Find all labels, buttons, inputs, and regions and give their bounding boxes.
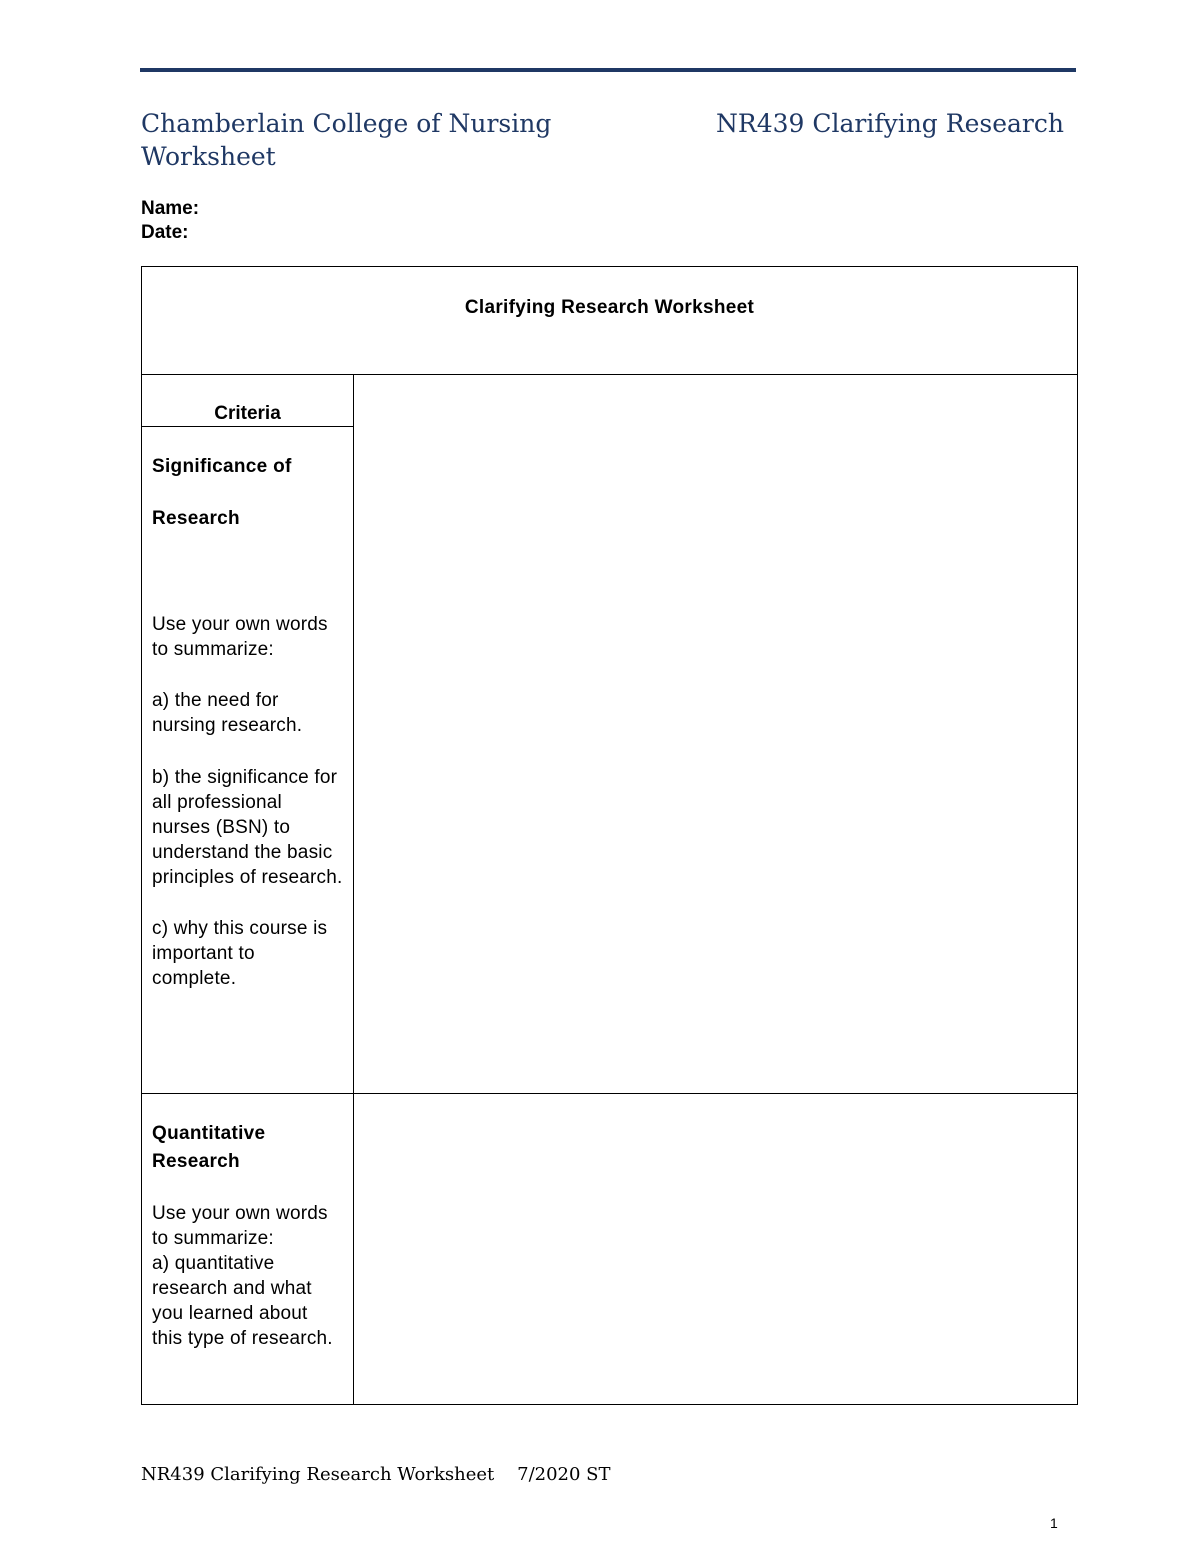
- section-item-b: b) the significance for all professional nurses (BSN) to understand the basic principles of research.: [152, 767, 343, 888]
- worksheet-title-cell: [142, 267, 1078, 375]
- section-title-line2: Research: [152, 1151, 240, 1172]
- date-label: Date:: [141, 222, 189, 243]
- section-intro: Use your own words to summarize:: [152, 614, 328, 660]
- criteria-header: Criteria: [142, 375, 353, 427]
- course-title-continued: Worksheet: [141, 142, 276, 171]
- criteria-cell-significance: [142, 375, 354, 1094]
- answer-cell-quantitative[interactable]: [354, 1094, 1078, 1405]
- section-item-c: c) why this course is important to complete.: [152, 918, 328, 989]
- section-title-line1: Quantitative: [152, 1123, 266, 1144]
- header-rule: [140, 68, 1076, 72]
- criteria-cell-quantitative: [142, 1094, 354, 1405]
- name-label: Name:: [141, 198, 200, 219]
- section-title-line2: Research: [152, 508, 240, 529]
- worksheet-title: Clarifying Research Worksheet: [464, 297, 755, 318]
- section-title-line1: Significance of: [152, 456, 292, 477]
- worksheet-table: [141, 266, 1078, 1405]
- section-item-a: a) quantitative research and what you learned about this type of research.: [152, 1253, 333, 1349]
- page-footer: NR439 Clarifying Research Worksheet 7/2020 ST: [141, 1464, 611, 1485]
- section-intro: Use your own words to summarize:: [152, 1203, 328, 1249]
- college-title: Chamberlain College of Nursing: [141, 109, 552, 138]
- course-title: NR439 Clarifying Research: [716, 109, 1064, 138]
- answer-cell-significance[interactable]: [354, 375, 1078, 1094]
- page-number: 1: [1050, 1515, 1058, 1531]
- section-item-a: a) the need for nursing research.: [152, 690, 303, 736]
